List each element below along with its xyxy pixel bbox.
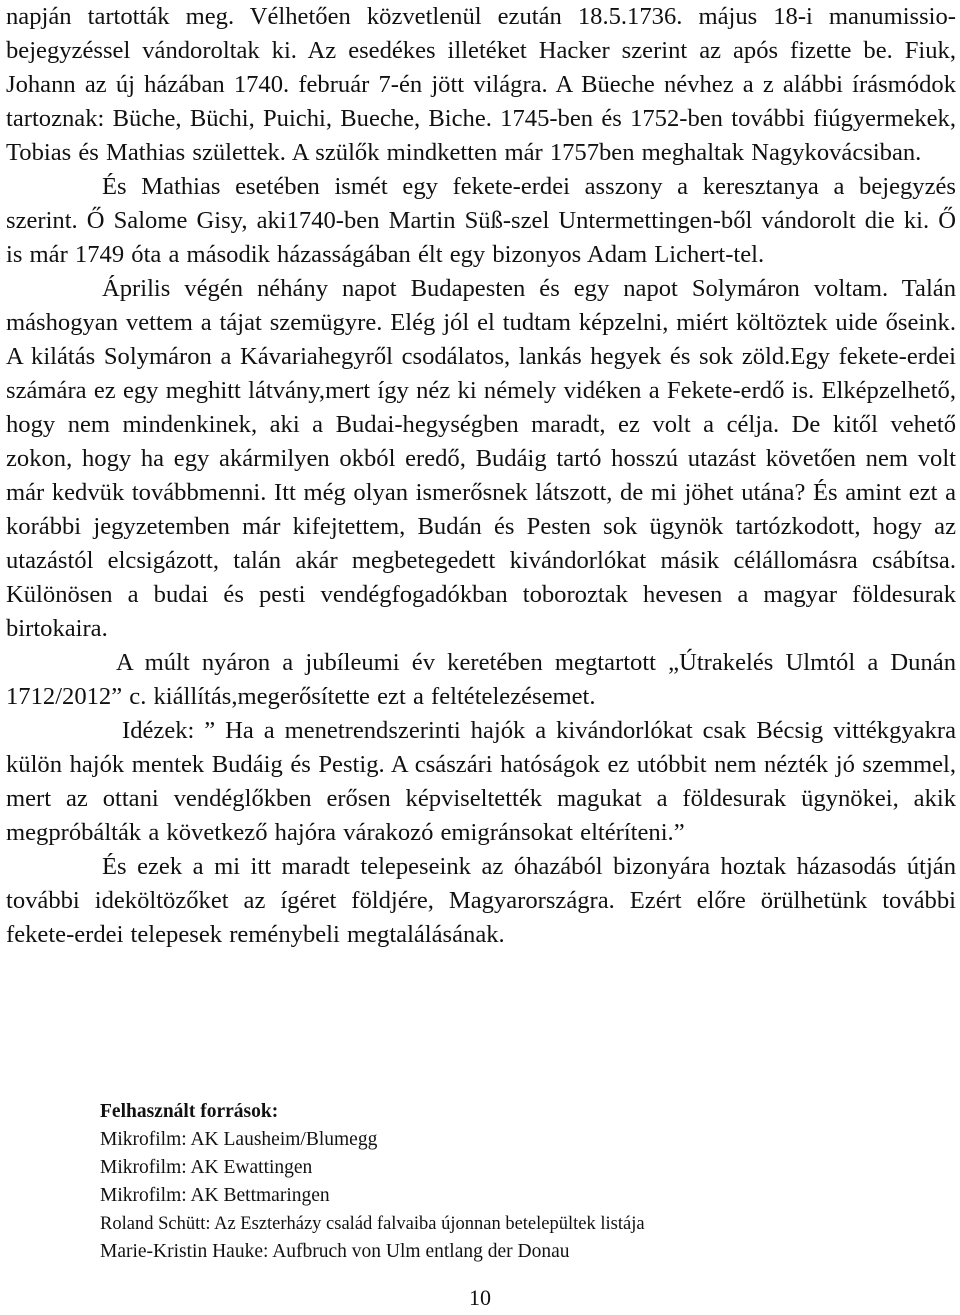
page-number: 10	[469, 1285, 491, 1310]
source-item: Mikrofilm: AK Lausheim/Blumegg	[100, 1129, 378, 1150]
source-item: Mikrofilm: AK Ewattingen	[100, 1157, 313, 1178]
paragraph-5: Idézek: ” Ha a menetrendszerinti hajók a kivándorlókat csak Bécsig vittékgyakra külön hajók mentek Budáig és Pestig. A császári hatóságok ez utóbbit nem nézték jó szemmel, mert az ottani vendéglőkben erősen képviseltették magukat a földesurak ügynökei, akik megpróbálták a következő hajóra várakozó emigránsokat eltéríteni.”	[6, 717, 956, 846]
body-text	[6, 0, 956, 952]
paragraph-1: napján tartották meg. Vélhetően közvetlenül ezután 18.5.1736. május 18-i manumissio-bejegyzéssel vándoroltak ki. Az esedékes illetéket Hacker szerint az após fizette be. Fiuk, Johann az új házában 1740. február 7-én jött világra. A Büeche névhez a z alábbi írásmódok tartoznak: Büche, Büchi, Puichi, Bueche, Biche. 1745-ben és 1752-ben további fiúgyermekek, Tobias és Mathias születtek. A szülők mindketten már 1757ben meghaltak Nagykovácsiban.	[6, 3, 956, 166]
sources-heading: Felhasznált források:	[100, 1101, 279, 1122]
sources-list	[100, 1098, 645, 1266]
page	[6, 0, 956, 952]
source-item: Roland Schütt: Az Eszterházy család falvaiba újonnan betelepültek listája	[100, 1214, 645, 1234]
paragraph-2: És Mathias esetében ismét egy fekete-erdei asszony a keresztanya a bejegyzés szerint. Ő Salome Gisy, aki1740-ben Martin Süß-szel Untermettingen-ből vándorolt die ki. Ő is már 1749 óta a második házasságában élt egy bizonyos Adam Lichert-tel.	[6, 173, 956, 268]
paragraph-6: És ezek a mi itt maradt telepeseink az óhazából bizonyára hoztak házasodás útján további ideköltözőket az ígéret földjére, Magyarországra. Ezért előre örülhetünk további fekete-erdei telepesek reménybeli megtalálásának.	[6, 853, 956, 948]
paragraph-3: Április végén néhány napot Budapesten és egy napot Solymáron voltam. Talán máshogyan vettem a tájat szemügyre. Elég jól el tudtam képzelni, miért költöztek uide őseink. A kilátás Solymáron a Kávariahegyről csodálatos, lankás hegyek és sok zöld.Egy fekete-erdei számára ez egy meghitt látvány,mert így néz ki némely vidéken a Fekete-erdő is. Elképzelhető, hogy nem mindenkinek, aki a Budai-hegységben maradt, ez volt a célja. De kitől vehető zokon, hogy ha egy akármilyen okból eredő, Budáig tartó hosszú utazást követően nem volt már kedvük továbbmenni. Itt még olyan ismerősnek látszott, de mi jöhet utána? És amint ezt a korábbi jegyzetemben már kifejtettem, Budán és Pesten sok ügynök tartózkodott, hogy az utazástól elcsigázott, talán akár megbetegedett kivándorlókat másik célállomásra csábítsa. Különösen a budai és pesti vendégfogadókban toboroztak hevesen a magyar földesurak birtokaira.	[6, 275, 956, 642]
source-item: Mikrofilm: AK Bettmaringen	[100, 1185, 330, 1206]
source-item: Marie-Kristin Hauke: Aufbruch von Ulm entlang der Donau	[100, 1241, 570, 1262]
paragraph-4: A múlt nyáron a jubíleumi év keretében megtartott „Útrakelés Ulmtól a Dunán 1712/2012” c. kiállítás,megerősítette ezt a feltételezésemet.	[6, 649, 956, 710]
